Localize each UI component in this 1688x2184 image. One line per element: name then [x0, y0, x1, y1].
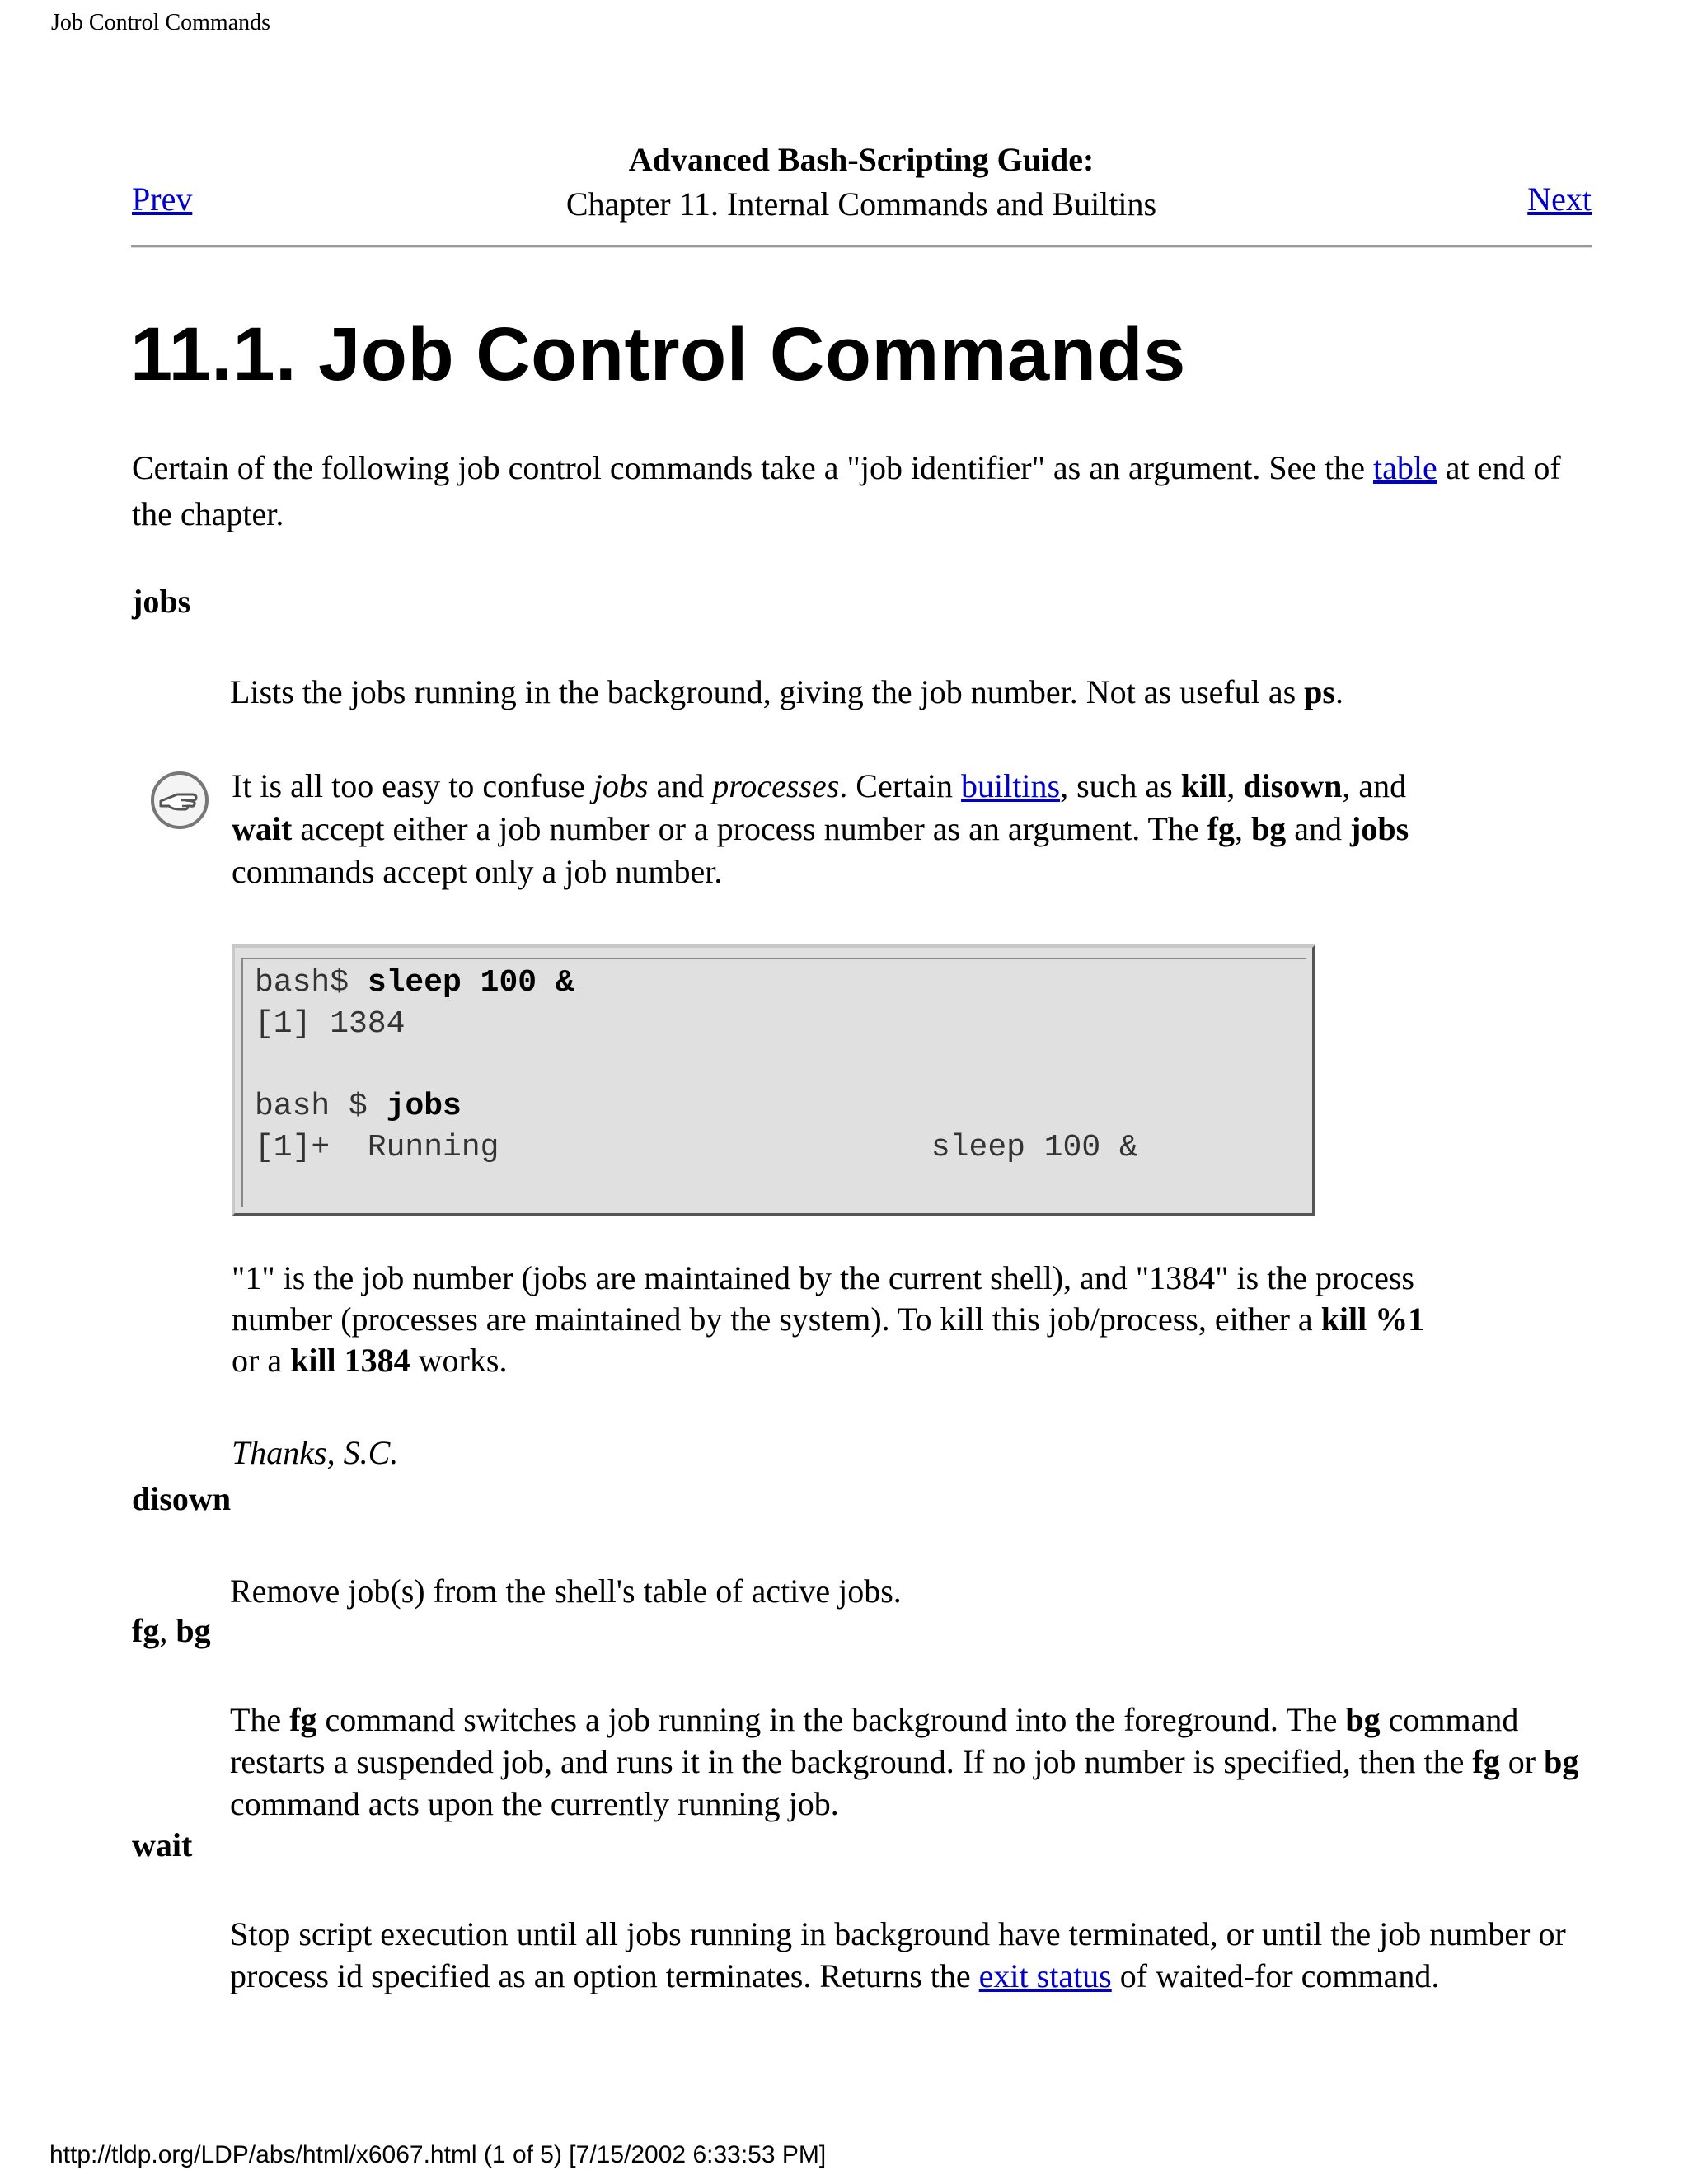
- section-heading: 11.1. Job Control Commands: [130, 312, 1186, 396]
- term-fg-bg: fg, bg: [132, 1612, 211, 1649]
- disown-description: Remove job(s) from the shell's table of active jobs.: [230, 1572, 902, 1610]
- wait-description: Stop script execution until all jobs running in background have terminated, or until the job number or process id specified as an option terminates. Returns the exit status of waited-for command.: [230, 1915, 1566, 1994]
- chapter-title: Chapter 11. Internal Commands and Builtins: [565, 185, 1157, 223]
- prev-link[interactable]: Prev: [132, 180, 193, 218]
- next-link[interactable]: Next: [1527, 180, 1592, 218]
- header-divider: [131, 245, 1592, 248]
- exit-status-link[interactable]: exit status: [978, 1957, 1112, 1994]
- note-paragraph: It is all too easy to confuse jobs and processes. Certain builtins, such as kill, disown, and wait accept either a job number or a process number as an argument. The fg, bg and jobs commands accept only a job number.: [232, 767, 1409, 890]
- guide-title: Advanced Bash-Scripting Guide:: [628, 141, 1095, 178]
- browser-page-title: Job Control Commands: [51, 10, 271, 35]
- code-listing: bash$ sleep 100 & [1] 1384 bash $ jobs [1]+ Running sleep 100 &: [255, 965, 1138, 1165]
- code-example-box: [232, 944, 1315, 1216]
- page-footer-url: http://tldp.org/LDP/abs/html/x6067.html (1 of 5) [7/15/2002 6:33:53 PM]: [49, 2141, 827, 2168]
- jobs-description: Lists the jobs running in the background, giving the job number. Not as useful as ps.: [230, 673, 1343, 710]
- table-link[interactable]: table: [1372, 449, 1437, 486]
- term-wait: wait: [132, 1826, 193, 1863]
- builtins-link[interactable]: builtins: [961, 767, 1061, 804]
- pointing-hand-icon: [149, 770, 210, 831]
- job-number-explanation: "1" is the job number (jobs are maintained by the current shell), and "1384" is the process number (processes are maintained by the system). To kill this job/process, either a kill %1 or a kill 1384 works.: [232, 1259, 1425, 1379]
- term-disown: disown: [132, 1480, 232, 1517]
- thanks-credit: Thanks, S.C.: [232, 1434, 399, 1471]
- fg-bg-description: The fg command switches a job running in the background into the foreground. The bg command restarts a suspended job, and runs it in the background. If no job number is specified, then the fg or bg command acts upon the currently running job.: [230, 1701, 1579, 1822]
- intro-paragraph: Certain of the following job control commands take a "job identifier" as an argument. See the table at end of the chapter.: [132, 449, 1561, 532]
- term-jobs: jobs: [132, 583, 191, 620]
